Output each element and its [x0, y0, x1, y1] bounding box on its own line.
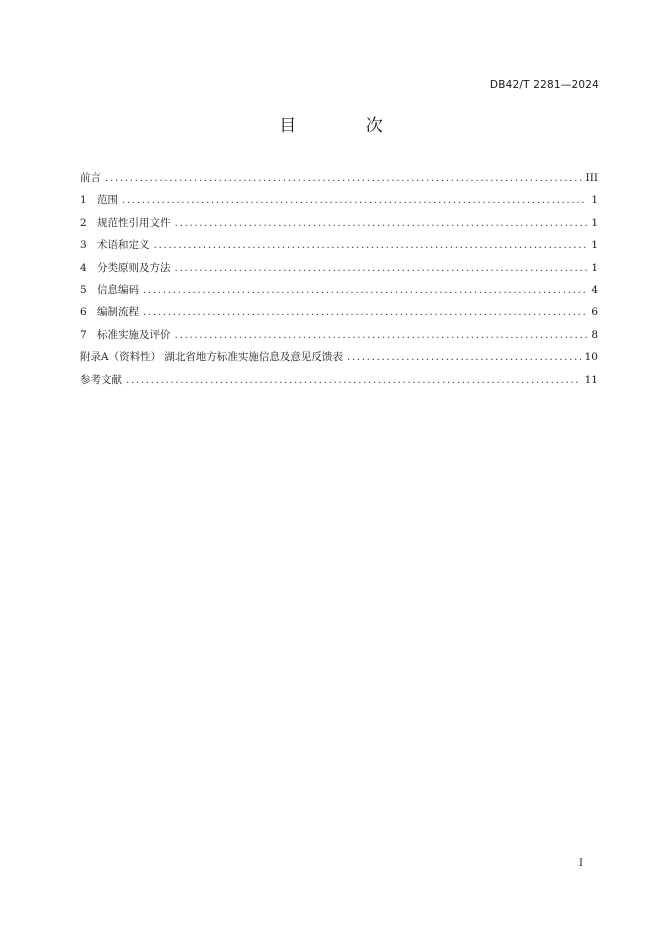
toc-leader-dots	[122, 192, 587, 208]
toc-entry-page: 6	[591, 306, 598, 319]
table-of-contents	[80, 170, 598, 394]
toc-leader-dots	[154, 237, 588, 253]
toc-entry-foreword[interactable]	[80, 170, 598, 192]
toc-entry-title: 附录A（资料性） 湖北省地方标准实施信息及意见反馈表	[80, 351, 343, 364]
toc-entry-normative-references[interactable]	[80, 215, 598, 237]
toc-entry-page: 1	[591, 194, 598, 207]
toc-entry-number: 4	[80, 261, 87, 274]
page-number: I	[579, 858, 583, 869]
toc-entry-number: 1	[80, 194, 87, 207]
toc-entry-title: 参考文献	[80, 373, 122, 386]
toc-leader-dots	[175, 260, 588, 276]
toc-entry-page: 10	[584, 351, 598, 364]
toc-entry-page: 1	[591, 239, 598, 252]
toc-entry-title: 信息编码	[97, 283, 139, 296]
toc-entry-title: 前言	[80, 172, 101, 184]
toc-entry-classification[interactable]	[80, 260, 598, 282]
toc-entry-title: 范围	[97, 194, 118, 207]
toc-entry-number: 7	[80, 328, 87, 341]
toc-entry-page: 1	[591, 261, 598, 274]
toc-leader-dots	[347, 349, 581, 365]
toc-entry-title: 编制流程	[97, 306, 139, 319]
toc-entry-number: 3	[80, 239, 87, 252]
toc-leader-dots	[126, 372, 581, 388]
toc-entry-number: 5	[80, 283, 87, 296]
toc-entry-page: 4	[591, 283, 598, 296]
toc-entry-title: 分类原则及方法	[97, 261, 171, 274]
toc-entry-bibliography[interactable]	[80, 372, 598, 394]
toc-entry-page: 11	[584, 373, 598, 386]
document-code: DB42/T 2281—2024	[489, 79, 599, 91]
toc-entry-scope[interactable]	[80, 192, 598, 214]
toc-entry-appendix-a[interactable]	[80, 349, 598, 371]
toc-entry-title: 术语和定义	[97, 239, 150, 252]
page-title: 目 次	[279, 116, 415, 136]
toc-entry-page: 8	[591, 328, 598, 341]
toc-entry-title: 规范性引用文件	[97, 216, 171, 229]
toc-entry-title: 标准实施及评价	[97, 328, 171, 341]
toc-leader-dots	[175, 215, 588, 231]
toc-entry-compilation-process[interactable]	[80, 304, 598, 326]
toc-entry-number: 2	[80, 216, 87, 229]
toc-leader-dots	[175, 327, 588, 343]
toc-entry-implementation-evaluation[interactable]	[80, 327, 598, 349]
toc-entry-page: 1	[591, 216, 598, 229]
toc-entry-number: 6	[80, 306, 87, 319]
toc-entry-page: III	[585, 172, 598, 184]
toc-entry-terms-definitions[interactable]	[80, 237, 598, 259]
toc-entry-information-coding[interactable]	[80, 282, 598, 304]
toc-leader-dots	[143, 304, 587, 320]
toc-leader-dots	[105, 170, 582, 186]
toc-leader-dots	[143, 282, 587, 298]
